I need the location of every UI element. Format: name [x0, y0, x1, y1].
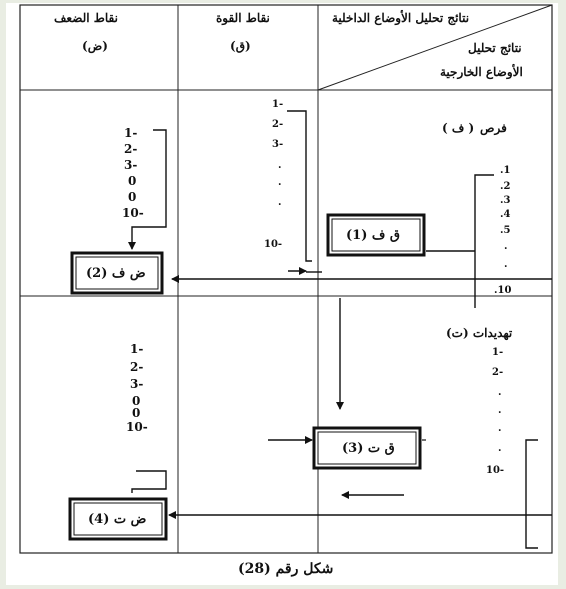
box-wt-label: ض ت (4) [88, 512, 147, 527]
box-st-label: ق ت (3) [342, 441, 395, 456]
opportunity-item: .3 [500, 195, 511, 206]
weakness-item: 0 [132, 406, 141, 420]
opportunity-item: .4 [500, 209, 511, 220]
external-title-line1: نتائج تحليل [468, 41, 522, 55]
weakness-item: 10- [122, 206, 144, 220]
opportunity-item: . [504, 241, 508, 252]
weakness-item: 3- [124, 158, 138, 172]
strength-bracket [287, 111, 312, 261]
weakness-item: 10- [126, 420, 148, 434]
strength-item: 2- [272, 119, 284, 130]
figure-page [6, 3, 558, 585]
strength-item: . [278, 197, 282, 208]
box-so-label: ق ف (1) [346, 228, 400, 243]
opportunity-item: . [504, 259, 508, 270]
strength-item: 3- [272, 139, 284, 150]
strength-item: . [278, 160, 282, 171]
weakness-item: 0 [128, 174, 137, 188]
external-title-line2: الأوضاع الخارجية [440, 65, 523, 79]
opportunities-bracket [475, 175, 494, 308]
threats-label: تهديدات (ت) [446, 326, 513, 340]
weakness-bracket-bottom [132, 471, 166, 493]
threat-item: . [498, 423, 502, 434]
weakness-item: 2- [130, 360, 144, 374]
box-wo-label: ض ف (2) [86, 266, 146, 281]
strength-symbol: (ق) [230, 39, 251, 53]
strength-title: نقاط القوة [216, 11, 270, 25]
opportunity-item: .2 [500, 181, 511, 192]
weakness-item: 1- [124, 126, 138, 140]
threat-item: 2- [492, 367, 504, 378]
threat-item: 1- [492, 347, 504, 358]
figure-caption: شكل رقم (28) [238, 561, 334, 577]
threat-item: . [498, 405, 502, 416]
weakness-symbol: (ض) [82, 39, 108, 53]
weakness-item: 0 [132, 394, 141, 408]
strength-item: . [278, 177, 282, 188]
threat-item: 10- [486, 465, 505, 476]
threat-item: . [498, 443, 502, 454]
weakness-title: نقاط الضعف [54, 11, 118, 25]
opportunities-label: فرص [480, 121, 507, 135]
opportunities-symbol: ( ف ) [442, 121, 475, 135]
internal-title: نتائج تحليل الأوضاع الداخلية [332, 11, 470, 25]
strength-item: 1- [272, 99, 284, 110]
threats-bracket [526, 440, 538, 548]
weakness-item: 1- [130, 342, 144, 356]
threat-item: . [498, 387, 502, 398]
opportunity-item: .5 [500, 225, 511, 236]
strength-item: 10- [264, 239, 283, 250]
weakness-item: 2- [124, 142, 138, 156]
weakness-item: 3- [130, 377, 144, 391]
weakness-item: 0 [128, 190, 137, 204]
opportunity-item: .10 [494, 285, 512, 296]
diagram-lines [6, 3, 558, 585]
opportunity-item: .1 [500, 165, 511, 176]
